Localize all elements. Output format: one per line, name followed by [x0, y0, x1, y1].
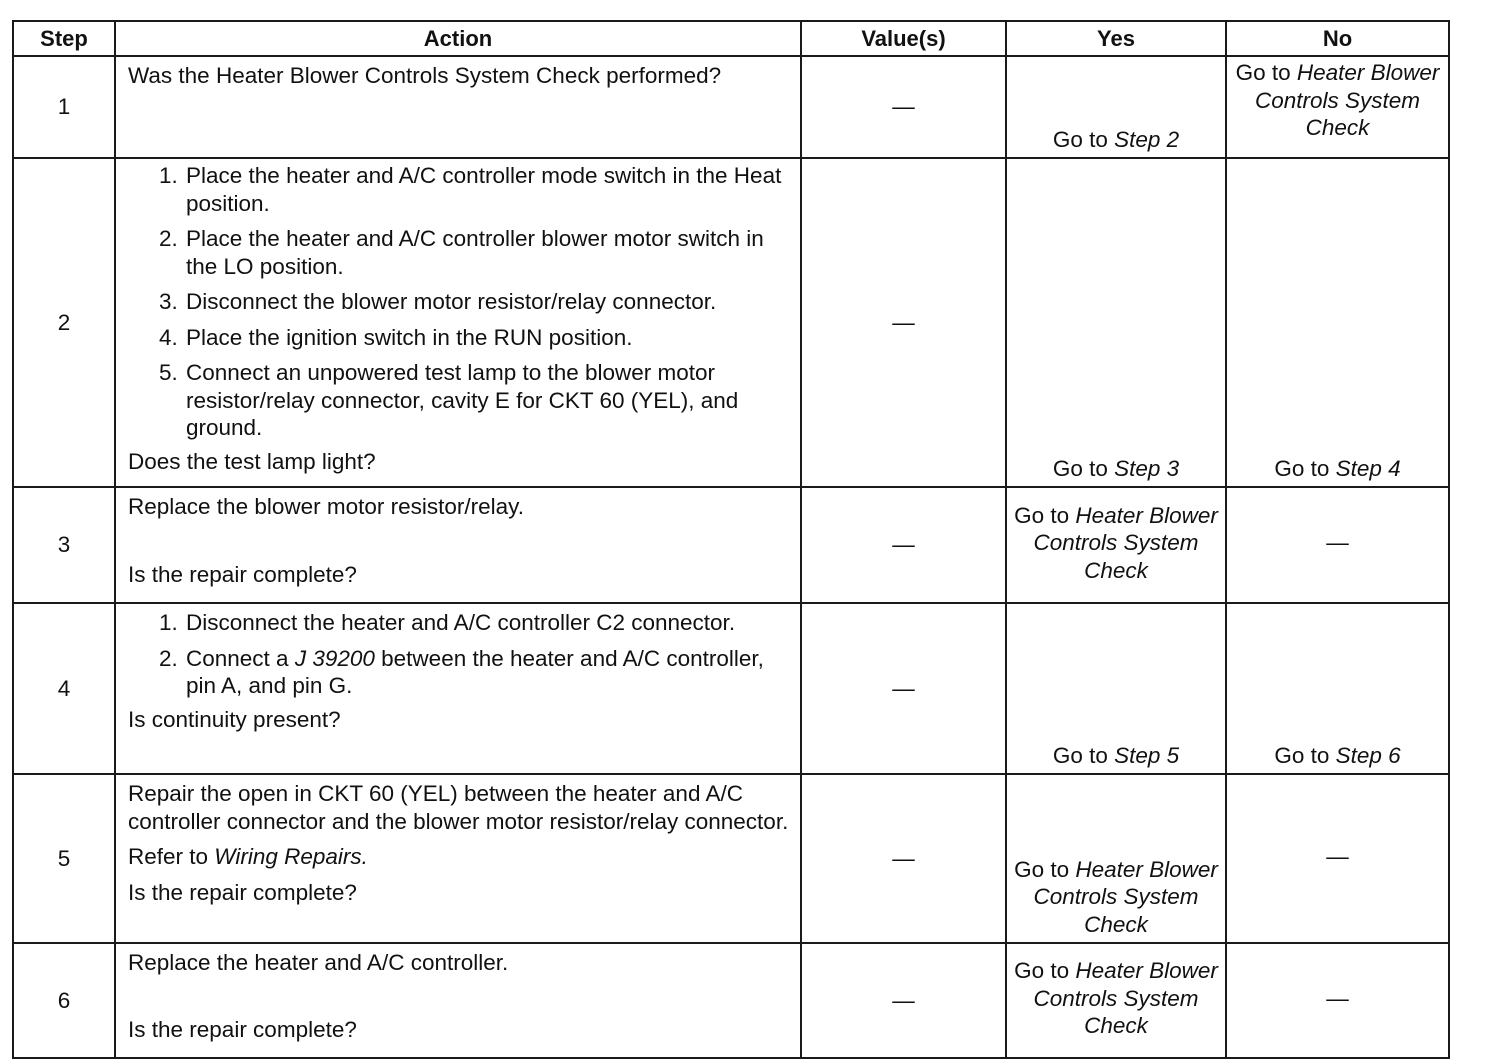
go-to-prefix: Go to — [1052, 455, 1115, 481]
no-cell: — — [1226, 487, 1449, 603]
table-row — [13, 158, 1449, 487]
action-step-list — [128, 609, 790, 700]
header-no: No — [1226, 21, 1449, 56]
table-row — [13, 774, 1449, 943]
go-to-link[interactable]: Step 3 — [1114, 455, 1180, 481]
go-to-prefix: Go to — [1235, 60, 1297, 85]
go-to-link[interactable]: Heater Blower Controls System Check — [1033, 958, 1218, 1039]
table-row — [13, 487, 1449, 603]
go-to-prefix: Go to — [1014, 856, 1076, 882]
action-question: Is the repair complete? — [128, 879, 357, 905]
value-cell: — — [801, 774, 1006, 943]
action-cell — [115, 56, 801, 158]
go-to-link[interactable]: Step 4 — [1335, 455, 1401, 481]
action-step: 1. Place the heater and A/C controller mode switch in the Heat position. — [184, 162, 790, 217]
go-to-link[interactable]: Step 6 — [1335, 742, 1401, 768]
value-cell: — — [801, 487, 1006, 603]
no-cell[interactable] — [1226, 56, 1449, 158]
no-cell[interactable] — [1226, 158, 1449, 487]
action-text: Replace the blower motor resistor/relay. — [128, 494, 524, 519]
go-to-prefix: Go to — [1052, 126, 1115, 152]
yes-cell[interactable] — [1006, 603, 1226, 774]
header-action: Action — [115, 21, 801, 56]
action-cell — [115, 487, 801, 603]
yes-cell[interactable] — [1006, 56, 1226, 158]
action-question: Does the test lamp light? — [128, 448, 376, 474]
yes-cell[interactable] — [1006, 943, 1226, 1058]
refer-line: Refer to Wiring Repairs. — [128, 844, 368, 869]
step-number: 1 — [13, 56, 115, 158]
go-to-link[interactable]: Heater Blower Controls System Check — [1033, 856, 1218, 937]
action-question: Is the repair complete? — [128, 1016, 357, 1042]
action-question: Is the repair complete? — [128, 561, 357, 587]
header-row — [13, 21, 1449, 56]
action-cell — [115, 943, 801, 1058]
go-to-link[interactable]: Heater Blower Controls System Check — [1254, 60, 1440, 140]
step-number: 4 — [13, 603, 115, 774]
step-number: 2 — [13, 158, 115, 487]
go-to-prefix: Go to — [1014, 958, 1076, 984]
action-step: 2. Place the heater and A/C controller blower motor switch in the LO position. — [184, 225, 790, 280]
action-step: 4. Place the ignition switch in the RUN position. — [184, 324, 790, 352]
action-step: 1. Disconnect the heater and A/C controller C2 connector. — [184, 609, 790, 637]
action-question: Is continuity present? — [128, 706, 341, 732]
tool-reference: J 39200 — [294, 645, 375, 671]
action-text: Was the Heater Blower Controls System Check performed? — [128, 63, 722, 88]
action-text: Repair the open in CKT 60 (YEL) between the heater and A/C controller connector and the blower motor resistor/relay connector. — [128, 781, 789, 834]
step-number: 3 — [13, 487, 115, 603]
action-cell — [115, 774, 801, 943]
go-to-prefix: Go to — [1274, 455, 1336, 481]
value-cell: — — [801, 603, 1006, 774]
table-row — [13, 943, 1449, 1058]
action-step: 3. Disconnect the blower motor resistor/relay connector. — [184, 288, 790, 316]
action-step: 5. Connect an unpowered test lamp to the blower motor resistor/relay connector, cavity E for CKT 60 (YEL), and ground. — [184, 359, 790, 442]
no-cell[interactable] — [1226, 603, 1449, 774]
header-step: Step — [13, 21, 115, 56]
go-to-link[interactable]: Step 5 — [1114, 742, 1180, 768]
refer-link[interactable]: Wiring Repairs. — [214, 844, 368, 869]
yes-cell[interactable] — [1006, 158, 1226, 487]
header-values: Value(s) — [801, 21, 1006, 56]
go-to-link[interactable]: Step 2 — [1114, 126, 1180, 152]
go-to-prefix: Go to — [1052, 742, 1115, 768]
no-cell: — — [1226, 774, 1449, 943]
step-number: 5 — [13, 774, 115, 943]
yes-cell[interactable] — [1006, 487, 1226, 603]
value-cell: — — [801, 56, 1006, 158]
step-number: 6 — [13, 943, 115, 1058]
diagnostic-table — [12, 20, 1450, 1059]
table-row — [13, 56, 1449, 158]
action-text: Replace the heater and A/C controller. — [128, 950, 509, 975]
value-cell: — — [801, 158, 1006, 487]
table-row — [13, 603, 1449, 774]
go-to-prefix: Go to — [1014, 502, 1076, 528]
yes-cell[interactable] — [1006, 774, 1226, 943]
action-step-list — [128, 162, 790, 442]
go-to-link[interactable]: Heater Blower Controls System Check — [1033, 502, 1218, 583]
header-yes: Yes — [1006, 21, 1226, 56]
value-cell: — — [801, 943, 1006, 1058]
action-cell — [115, 158, 801, 487]
no-cell: — — [1226, 943, 1449, 1058]
action-step: 2. Connect a J 39200 between the heater and A/C controller, pin A, and pin G. — [184, 645, 790, 700]
go-to-prefix: Go to — [1274, 742, 1336, 768]
action-cell — [115, 603, 801, 774]
